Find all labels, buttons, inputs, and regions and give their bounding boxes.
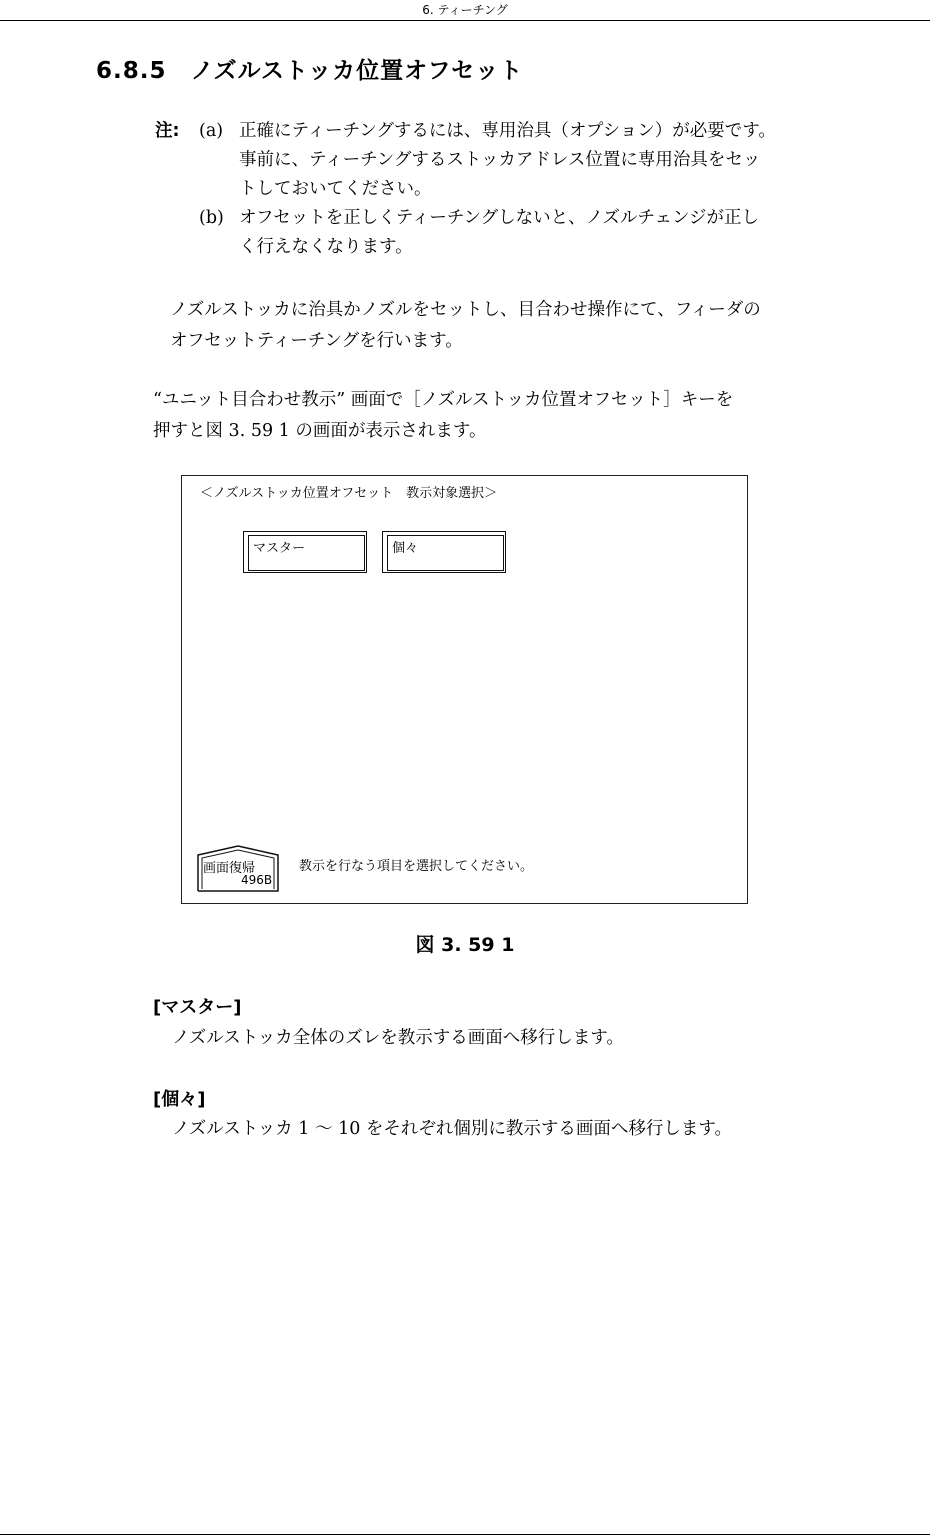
note-label: 注:: [155, 121, 180, 141]
return-key-label: 画面復帰: [203, 861, 256, 876]
screen-title: ＜ノズルストッカ位置オフセット 教示対象選択＞: [200, 486, 498, 501]
intro-line1: ノズルストッカに治具かノズルをセットし、目合わせ操作にて、フィーダの: [170, 300, 761, 320]
running-header-title: 6. ティーチング: [422, 3, 508, 17]
individual-term: [個々]: [153, 1089, 206, 1110]
return-key-code: 496B: [241, 873, 273, 887]
footer-rule: [0, 1534, 930, 1535]
note-b-line1: オフセットを正しくティーチングしないと、ノズルチェンジが正し: [239, 208, 760, 228]
instruction-line2: 押すと図 3. 59 1 の画面が表示されます。: [153, 421, 487, 441]
intro-paragraph: [170, 295, 840, 357]
note-b-line2: く行えなくなります。: [239, 237, 413, 257]
master-button[interactable]: [243, 531, 367, 573]
instruction-paragraph: [153, 385, 843, 447]
master-description: ノズルストッカ全体のズレを教示する画面へ移行します。: [172, 1028, 624, 1048]
figure-caption: 図 3. 59 1: [415, 934, 515, 956]
screen-message: 教示を行なう項目を選択してください。: [299, 859, 534, 874]
note-a-line1: 正確にティーチングするには、専用治具（オプション）が必要です。: [239, 121, 776, 141]
note-a-line2: 事前に、ティーチングするストッカアドレス位置に専用治具をセッ: [239, 150, 761, 170]
individual-button-label: 個々: [392, 541, 419, 556]
notes-block: [155, 117, 845, 262]
note-b-mark: (b): [199, 208, 224, 228]
running-header: [0, 0, 930, 21]
master-term: [マスター]: [153, 997, 242, 1018]
instruction-line1: “ユニット目合わせ教示” 画面で［ノズルストッカ位置オフセット］キーを: [153, 390, 734, 410]
section-heading: 6.8.5 ノズルストッカ位置オフセット: [96, 58, 524, 84]
individual-description: ノズルストッカ 1 ～ 10 をそれぞれ個別に教示する画面へ移行します。: [172, 1119, 733, 1139]
intro-line2: オフセットティーチングを行います。: [170, 331, 463, 351]
master-button-label: マスター: [253, 541, 306, 556]
note-a-line3: トしておいてください。: [239, 179, 432, 199]
screen-mockup: [181, 475, 748, 904]
individual-button[interactable]: [382, 531, 506, 573]
note-a-mark: (a): [199, 121, 224, 141]
screen-return-key[interactable]: [194, 845, 282, 893]
